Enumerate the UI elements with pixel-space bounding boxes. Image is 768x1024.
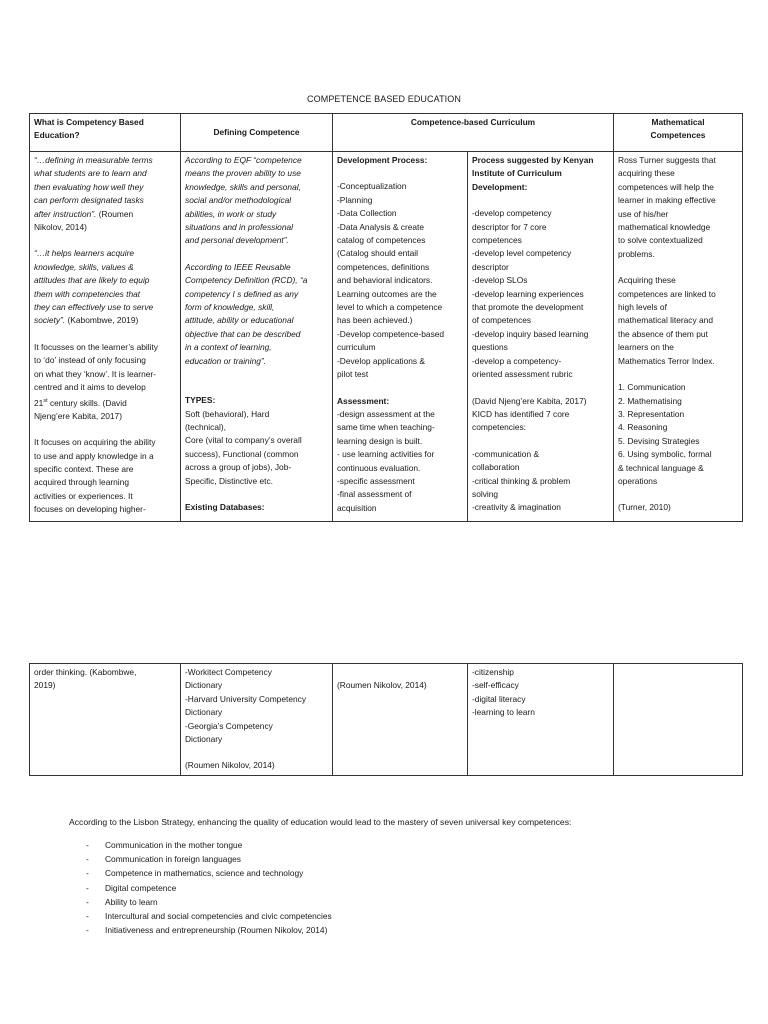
cell-defining-competence: According to EQF “competence means the proven ability to use knowledge, skills and personal, social and/or methodological abilities, in work or study situations and in professional and personal development”. According to IEEE Reusable Competency Definition (RCD), “a competency I s defined as any form of knowledge, skill, attitude, ability or educational objective that can be described in a context of learning, education or training”. TYPES: Soft (behavioral), Hard (technical), Core (vital to company’s overall success), Functional (common across a group of jobs), Job- Specific, Distinctive etc. Existing Databases: <box>181 152 333 522</box>
cell-process-citation: (Roumen Nikolov, 2014) <box>333 664 468 776</box>
competence-table <box>29 113 743 522</box>
table-row <box>30 152 743 522</box>
document-title: COMPETENCE BASED EDUCATION <box>307 94 461 104</box>
cell-math-continued <box>614 664 743 776</box>
list-item: - Communication in foreign languages <box>86 854 241 865</box>
list-item: - Digital competence <box>86 882 177 893</box>
header-math-competences: Mathematical Competences <box>614 114 743 152</box>
cell-development-process: Development Process: -Conceptualization -Planning -Data Collection -Data Analysis & create catalog of competences (Catalog should entail competences, definitions and behavioral indicators. Learning outcomes are the level to which a competence has been achieved.) -Develop competence-based curriculum -Develop applications & pilot test Assessment: -design assessment at the same time when teaching- learning design is built. - use learning activities for continuous evaluation. -specific assessment -final assessment of acquisition <box>333 152 468 522</box>
list-item: - Competence in mathematics, science and technology <box>86 868 304 879</box>
cell-cbe-continued: order thinking. (Kabombwe, 2019) <box>30 664 181 776</box>
list-item: - Ability to learn <box>86 896 158 907</box>
key-competences-list <box>86 838 332 937</box>
cell-cbe-definitions: “…defining in measurable terms what students are to learn and then evaluating how well they can perform designated tasks after instruction”. (Roumen Nikolov, 2014) “…it helps learners acquire knowledge, skills, values & attitudes that are likely to equip them with competencies that they can effectively use to serve society”. (Kabombwe, 2019) It focusses on the learner’s ability to ‘do’ instead of only focusing on what they ‘know’. It is learner- centred and it aims to develop 21st century skills. (David Njeng’ere Kabita, 2017) It focuses on acquiring the ability to use and apply knowledge in a specific context. These are acquired through learning activities or experiences. It focuses on developing higher- <box>30 152 181 522</box>
header-curriculum: Competence-based Curriculum <box>333 114 614 152</box>
lisbon-strategy-intro: According to the Lisbon Strategy, enhancing the quality of education would lead to the mastery of seven universal key competences: <box>69 817 572 827</box>
header-defining-competence: Defining Competence <box>181 114 333 152</box>
list-item: - Communication in the mother tongue <box>86 840 243 850</box>
competence-table-continued <box>29 663 743 776</box>
table-row <box>30 664 743 776</box>
table-header-row <box>30 114 743 152</box>
header-cbe: What is Competency Based Education? <box>30 114 181 152</box>
list-item: - Intercultural and social competencies and civic competencies <box>86 911 332 922</box>
cell-existing-databases: -Workitect Competency Dictionary -Harvard University Competency Dictionary -Georgia’s Competency Dictionary (Roumen Nikolov, 2014) <box>181 664 333 776</box>
list-item: - Initiativeness and entrepreneurship (Roumen Nikolov, 2014) <box>86 925 328 936</box>
cell-kicd-process: Process suggested by Kenyan Institute of Curriculum Development: -develop competency descriptor for 7 core competences -develop level competency descriptor -develop SLOs -develop learning experiences that promote the development of competences -develop inquiry based learning questions -develop a competency- oriented assessment rubric (David Njeng’ere Kabita, 2017) KICD has identified 7 core competencies: -communication & collaboration -critical thinking & problem solving -creativity & imagination <box>468 152 614 522</box>
cell-math-competences: Ross Turner suggests that acquiring these competences will help the learner in making effective use of his/her mathematical knowledge to solve contextualized problems. Acquiring these competences are linked to high levels of mathematical literacy and the absence of them put learners on the Mathematics Terror Index. 1. Communication 2. Mathematising 3. Representation 4. Reasoning 5. Devising Strategies 6. Using symbolic, formal & technical language & operations (Turner, 2010) <box>614 152 743 522</box>
cell-kicd-continued: -citizenship -self-efficacy -digital literacy -learning to learn <box>468 664 614 776</box>
